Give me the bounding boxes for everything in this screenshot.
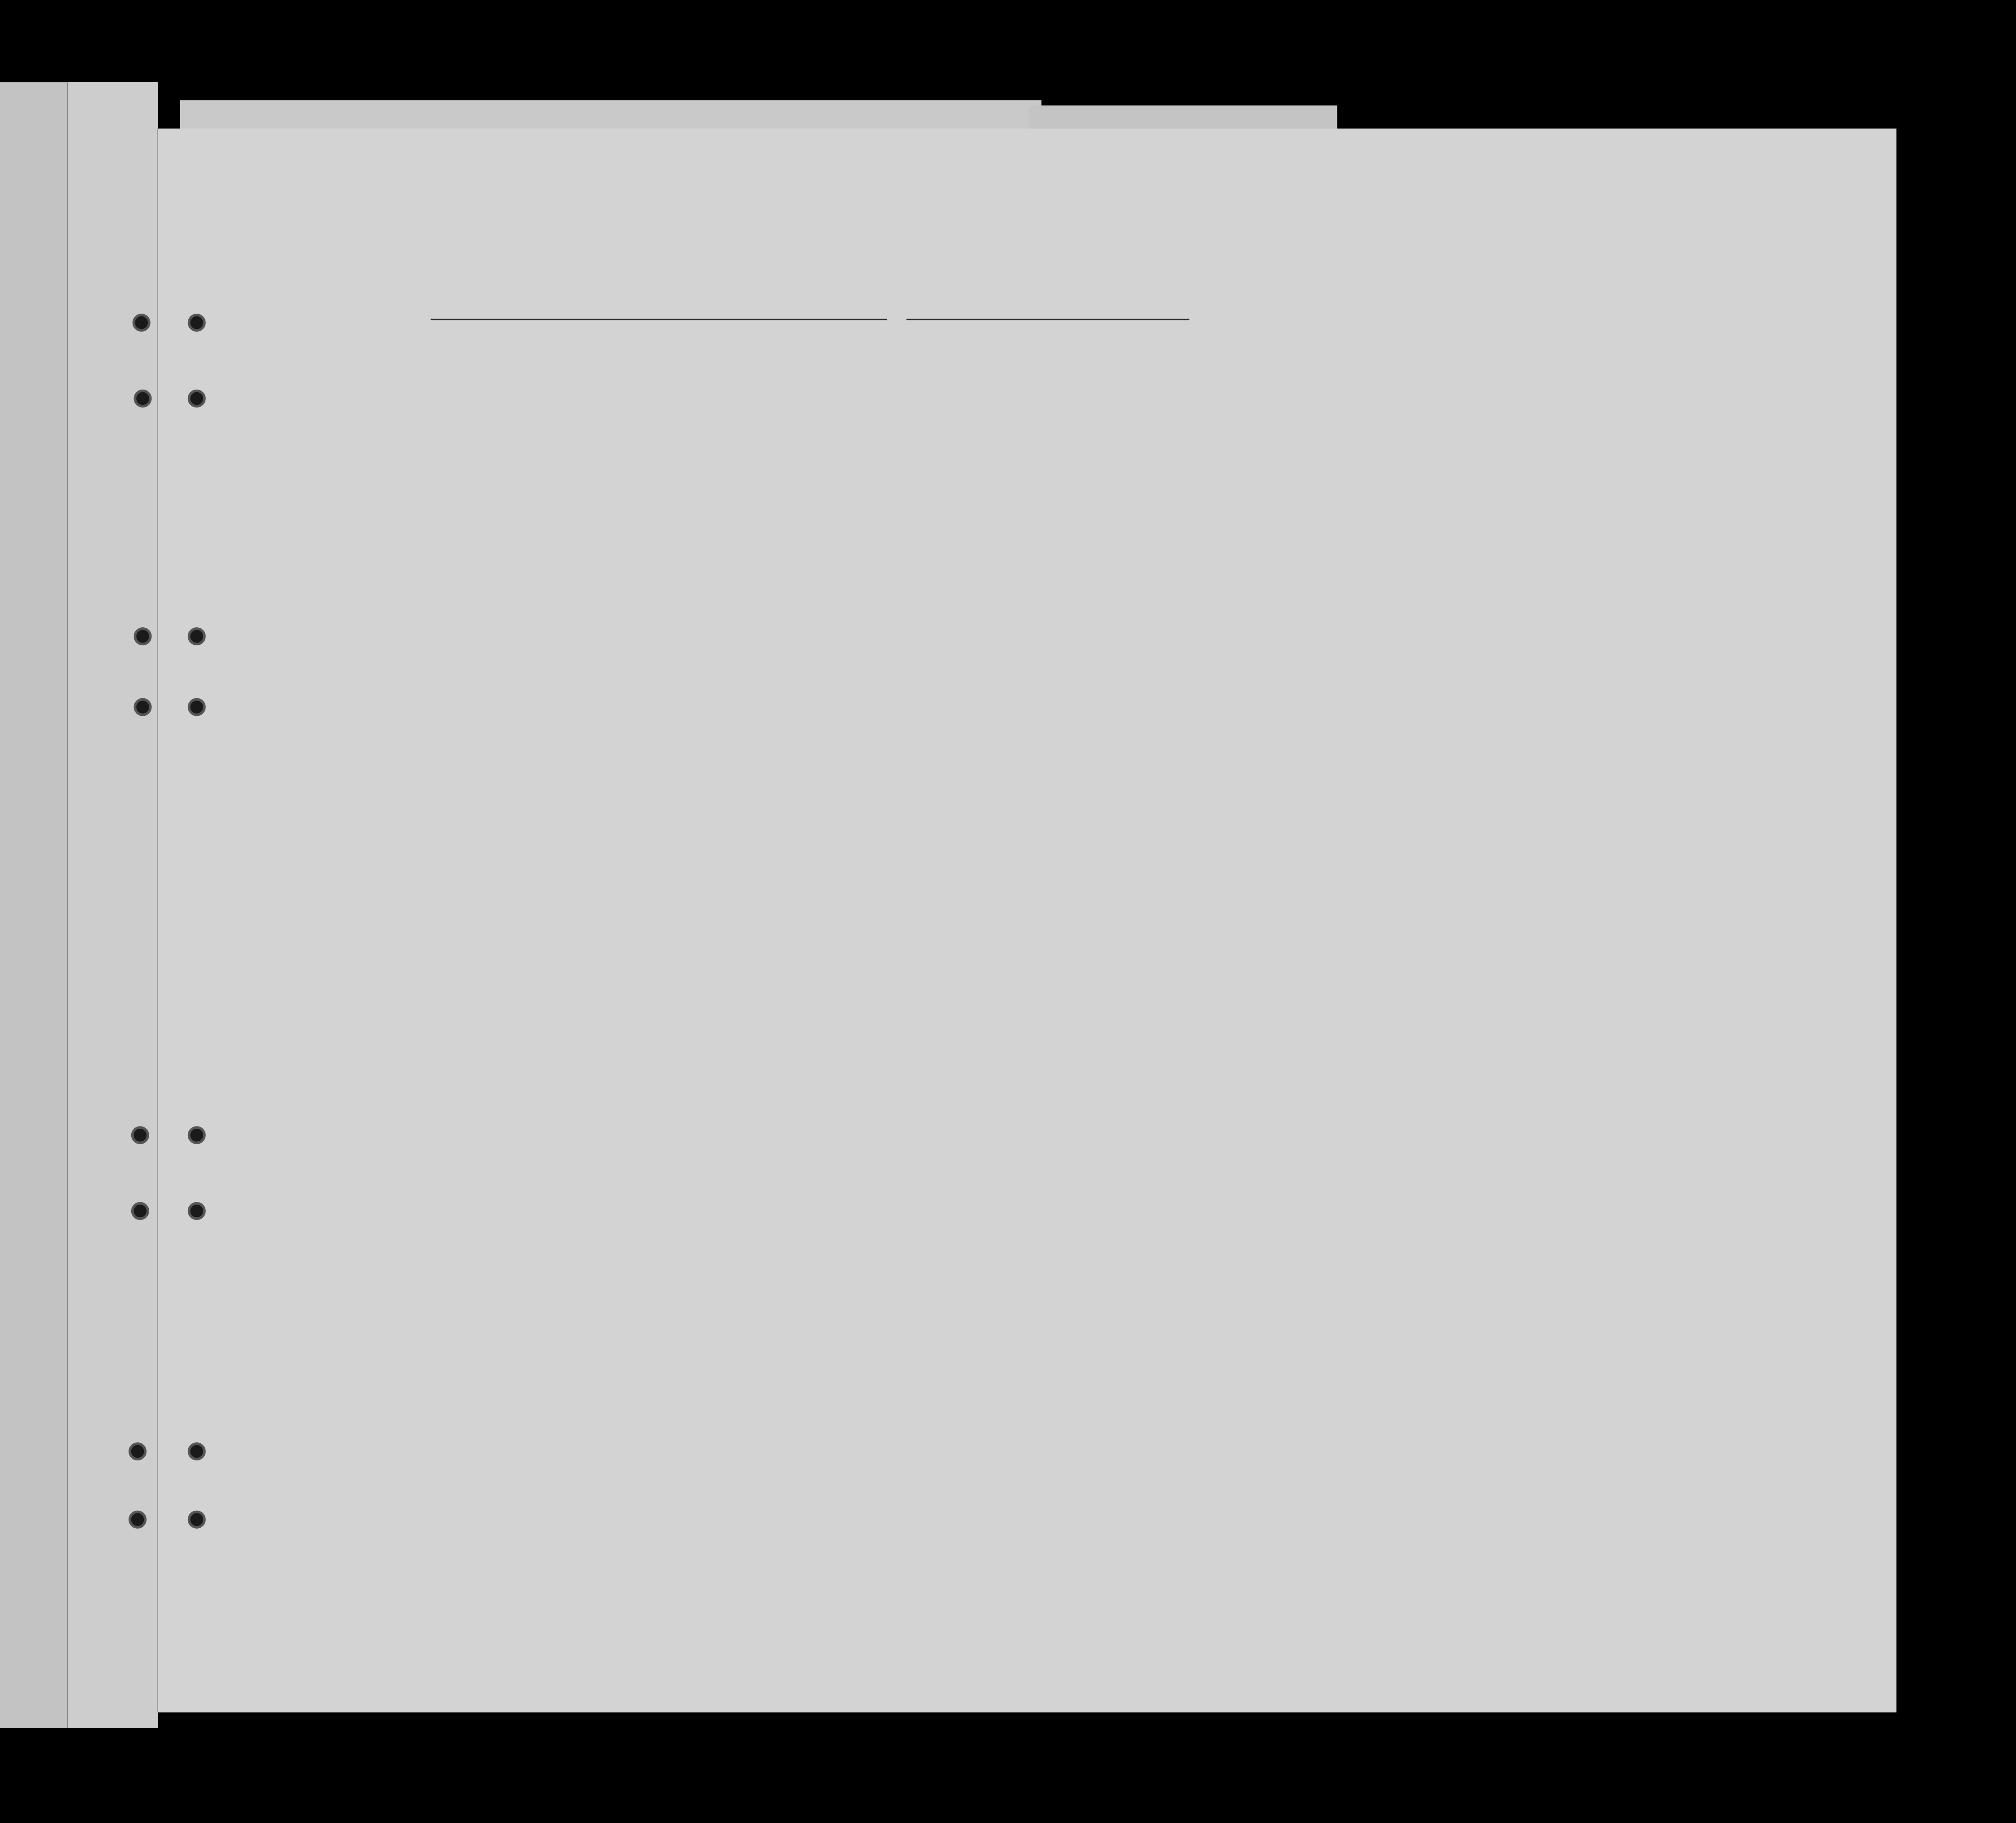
punch-hole bbox=[188, 1511, 206, 1529]
punch-hole bbox=[188, 390, 206, 408]
punch-hole bbox=[133, 314, 151, 332]
punch-hole bbox=[129, 1511, 147, 1529]
punch-hole bbox=[188, 1202, 206, 1220]
punch-hole bbox=[188, 1442, 206, 1460]
punch-hole bbox=[134, 390, 152, 408]
punch-hole bbox=[188, 314, 206, 332]
date-underline bbox=[906, 319, 1189, 320]
punch-hole bbox=[134, 698, 152, 716]
punch-hole bbox=[131, 1202, 149, 1220]
punch-hole bbox=[134, 627, 152, 645]
punch-hole bbox=[188, 1126, 206, 1144]
punch-hole bbox=[129, 1442, 147, 1460]
punch-hole bbox=[188, 698, 206, 716]
punch-hole bbox=[188, 627, 206, 645]
punch-hole bbox=[131, 1126, 149, 1144]
port-underline bbox=[431, 319, 887, 320]
manifest-sheet bbox=[157, 129, 1896, 1712]
